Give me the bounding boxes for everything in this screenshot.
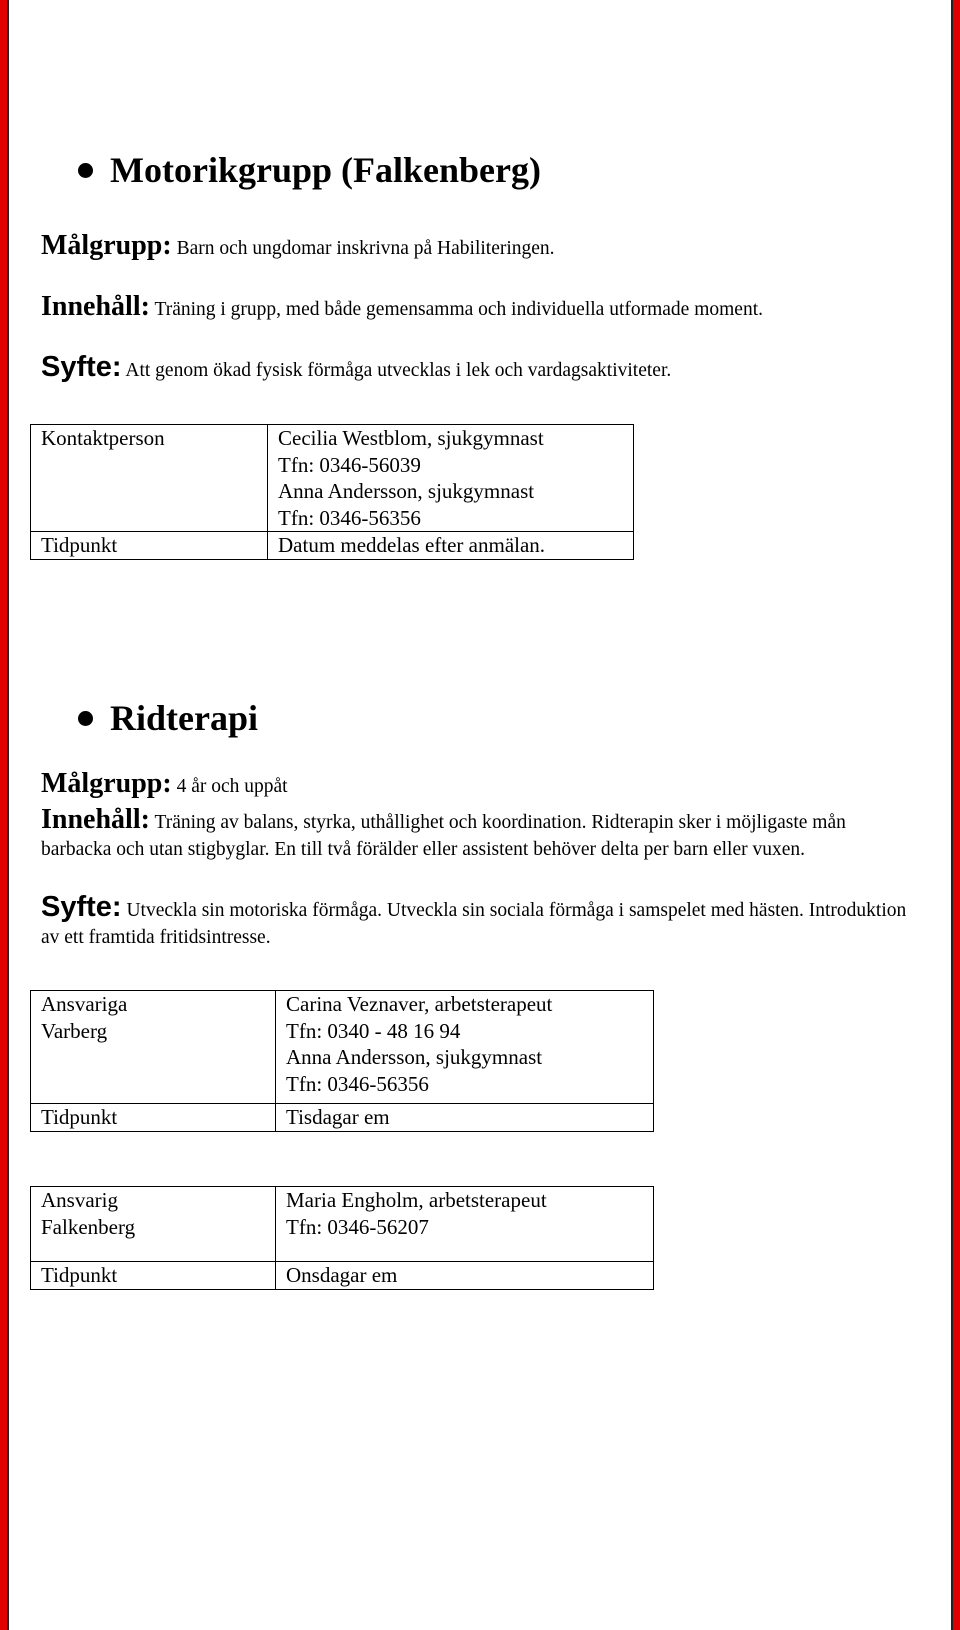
- contact-table-varberg: [30, 990, 654, 1132]
- section-title: Ridterapi: [110, 698, 258, 738]
- section-heading-motorikgrupp: [78, 152, 541, 188]
- contact-label: Ansvariga: [41, 992, 128, 1016]
- time-label-cell: [31, 1262, 276, 1290]
- syfte-text: Att genom ökad fysisk förmåga utvecklas i lek och vardagsaktiviteter.: [125, 360, 672, 381]
- contact-table-motorikgrupp: [30, 424, 634, 560]
- time-label-cell: [31, 532, 268, 560]
- time-value: Datum meddelas efter anmälan.: [278, 533, 546, 557]
- page-border-right: [953, 0, 960, 1630]
- contact-label-cell: [31, 1187, 276, 1262]
- contact-info-cell: [268, 425, 634, 532]
- time-value: Tisdagar em: [286, 1105, 390, 1129]
- contact-info-cell: [276, 991, 654, 1104]
- contact-line: Maria Engholm, arbetsterapeut: [286, 1188, 547, 1212]
- syfte-label: Syfte:: [41, 891, 122, 923]
- contact-line: Cecilia Westblom, sjukgymnast: [278, 426, 544, 450]
- syfte-label: Syfte:: [41, 351, 122, 383]
- malgrupp-text: Barn och ungdomar inskrivna på Habiliteringen.: [176, 238, 555, 259]
- contact-label-cell: [31, 991, 276, 1104]
- syfte-paragraph: [41, 351, 672, 384]
- contact-line: Tfn: 0346-56207: [286, 1214, 429, 1239]
- malgrupp-paragraph: [41, 770, 921, 800]
- bullet-icon: [78, 163, 93, 178]
- contact-line: Tfn: 0346-56356: [286, 1071, 429, 1096]
- section-heading-ridterapi: [78, 700, 258, 736]
- time-value-cell: [276, 1104, 654, 1132]
- contact-label: Ansvarig: [41, 1188, 118, 1212]
- malgrupp-label: Målgrupp:: [41, 230, 172, 261]
- innehall-text: Träning av balans, styrka, uthållighet och koordination. Ridterapin sker i möjligaste mån barbacka och utan stigbyglar. En till två förälder eller assistent behöver delta per barn eller vuxen.: [41, 812, 846, 860]
- time-value: Onsdagar em: [286, 1263, 398, 1287]
- syfte-paragraph: [41, 891, 921, 951]
- syfte-text: Utveckla sin motoriska förmåga. Utveckla sin sociala förmåga i samspelet med hästen. Introduktion av ett framtida fritidsintresse.: [41, 900, 907, 948]
- contact-line: Tfn: 0346-56039: [278, 452, 421, 477]
- time-label-cell: [31, 1104, 276, 1132]
- contact-info-cell: [276, 1187, 654, 1262]
- contact-line: Anna Andersson, sjukgymnast: [286, 1045, 543, 1069]
- contact-line: Anna Andersson, sjukgymnast: [278, 479, 535, 503]
- page-border-left: [0, 0, 7, 1630]
- time-value-cell: [268, 532, 634, 560]
- malgrupp-text: 4 år och uppåt: [176, 776, 288, 797]
- time-label: Tidpunkt: [41, 1105, 118, 1129]
- contact-label-cell: [31, 425, 268, 532]
- contact-location: Falkenberg: [41, 1214, 136, 1239]
- innehall-paragraph: [41, 293, 763, 323]
- contact-line: Tfn: 0340 - 48 16 94: [286, 1018, 461, 1043]
- contact-line: Carina Veznaver, arbetsterapeut: [286, 992, 553, 1016]
- malgrupp-label: Målgrupp:: [41, 768, 172, 799]
- innehall-label: Innehåll:: [41, 291, 150, 322]
- malgrupp-paragraph: [41, 232, 555, 262]
- innehall-label: Innehåll:: [41, 804, 150, 835]
- innehall-text: Träning i grupp, med både gemensamma och individuella utformade moment.: [154, 299, 763, 320]
- time-value-cell: [276, 1262, 654, 1290]
- contact-label: Kontaktperson: [41, 426, 165, 450]
- time-label: Tidpunkt: [41, 1263, 118, 1287]
- time-label: Tidpunkt: [41, 533, 118, 557]
- contact-location: Varberg: [41, 1018, 108, 1043]
- bullet-icon: [78, 711, 93, 726]
- contact-line: Tfn: 0346-56356: [278, 505, 421, 530]
- innehall-paragraph: [41, 806, 921, 863]
- contact-table-falkenberg: [30, 1186, 654, 1290]
- section-title: Motorikgrupp (Falkenberg): [110, 150, 541, 190]
